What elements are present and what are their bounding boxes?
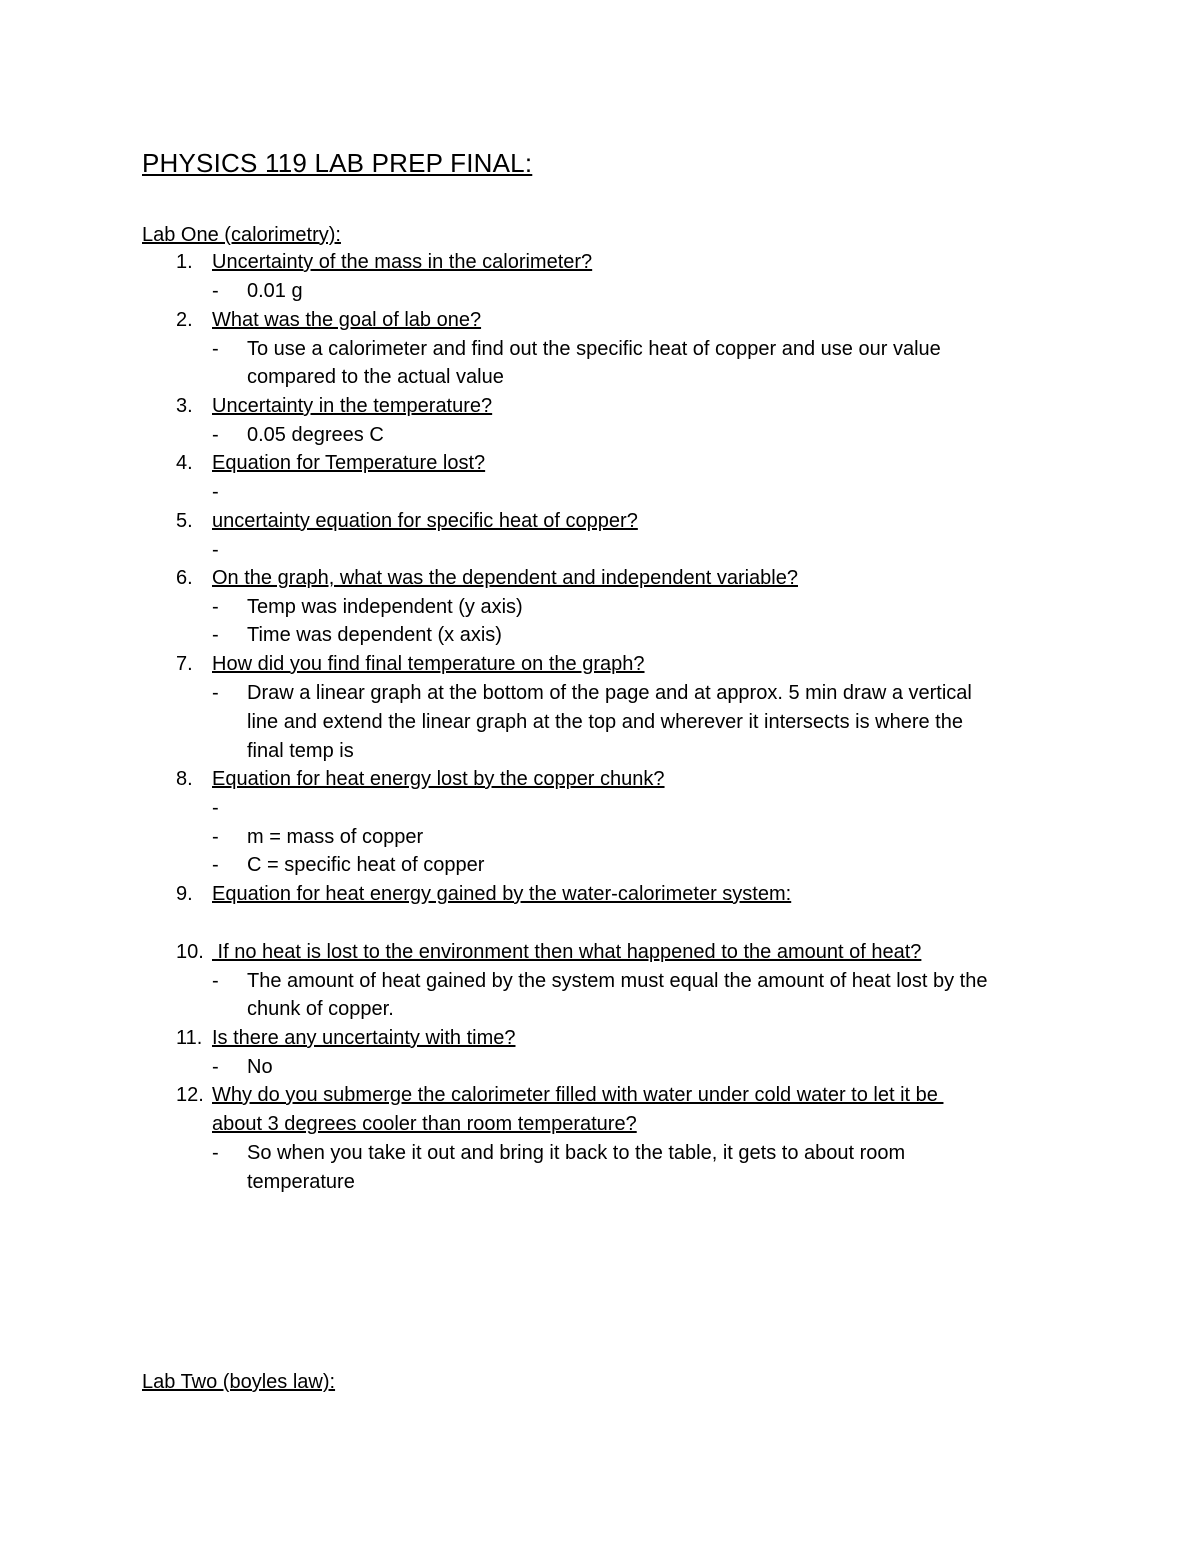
answer-text: 0.05 degrees C xyxy=(247,424,384,446)
dash-bullet: - xyxy=(212,424,219,446)
question-text: Equation for heat energy gained by the water-calorimeter system: xyxy=(212,883,792,905)
question-text: Is there any uncertainty with time? xyxy=(212,1027,516,1049)
item-number: 12. xyxy=(176,1084,204,1106)
answer-text: C = specific heat of copper xyxy=(247,854,485,876)
section-heading-lab-two: Lab Two (boyles law): xyxy=(142,1371,336,1393)
dash-bullet: - xyxy=(212,624,219,646)
answer-text: To use a calorimeter and find out the specific heat of copper and use our value xyxy=(247,338,941,360)
item-number: 10. xyxy=(176,941,204,963)
item-number: 4. xyxy=(176,452,193,474)
dash-bullet: - xyxy=(212,481,219,503)
answer-text: temperature xyxy=(247,1171,355,1193)
dash-bullet: - xyxy=(212,338,219,360)
answer-text: line and extend the linear graph at the top and wherever it intersects is where the xyxy=(247,711,963,733)
dash-bullet: - xyxy=(212,1056,219,1078)
item-number: 11. xyxy=(176,1027,203,1049)
answer-text: chunk of copper. xyxy=(247,998,394,1020)
item-number: 5. xyxy=(176,510,193,532)
item-number: 2. xyxy=(176,309,193,331)
item-number: 9. xyxy=(176,883,193,905)
dash-bullet: - xyxy=(212,539,219,561)
dash-bullet: - xyxy=(212,682,219,704)
page-title: PHYSICS 119 LAB PREP FINAL: xyxy=(142,148,533,178)
answer-text: No xyxy=(247,1056,273,1078)
question-text: Equation for heat energy lost by the copper chunk? xyxy=(212,768,665,790)
question-text: How did you find final temperature on the graph? xyxy=(212,653,645,675)
dash-bullet: - xyxy=(212,596,219,618)
answer-text: Time was dependent (x axis) xyxy=(247,624,502,646)
answer-text: So when you take it out and bring it back to the table, it gets to about room xyxy=(247,1142,906,1164)
dash-bullet: - xyxy=(212,1142,219,1164)
item-number: 1. xyxy=(176,251,193,273)
dash-bullet: - xyxy=(212,280,219,302)
question-text: about 3 degrees cooler than room temperature? xyxy=(212,1113,637,1135)
section-heading-lab-one: Lab One (calorimetry): xyxy=(142,224,341,246)
question-text: What was the goal of lab one? xyxy=(212,309,482,331)
answer-text: Draw a linear graph at the bottom of the page and at approx. 5 min draw a vertical xyxy=(247,682,972,704)
question-text: uncertainty equation for specific heat of copper? xyxy=(212,510,638,532)
question-text: Uncertainty of the mass in the calorimeter? xyxy=(212,251,593,273)
answer-text: compared to the actual value xyxy=(247,366,504,388)
answer-text: The amount of heat gained by the system must equal the amount of heat lost by the xyxy=(247,970,988,992)
answer-text: 0.01 g xyxy=(247,280,303,302)
dash-bullet: - xyxy=(212,797,219,819)
question-text: On the graph, what was the dependent and independent variable? xyxy=(212,567,798,589)
question-text: Uncertainty in the temperature? xyxy=(212,395,493,417)
item-number: 3. xyxy=(176,395,193,417)
question-text: Equation for Temperature lost? xyxy=(212,452,486,474)
answer-text: final temp is xyxy=(247,740,354,762)
dash-bullet: - xyxy=(212,826,219,848)
item-number: 6. xyxy=(176,567,193,589)
question-text: If no heat is lost to the environment then what happened to the amount of heat? xyxy=(212,941,922,963)
question-text: Why do you submerge the calorimeter filled with water under cold water to let it be xyxy=(212,1084,944,1106)
answer-text: Temp was independent (y axis) xyxy=(247,596,523,618)
dash-bullet: - xyxy=(212,854,219,876)
answer-text: m = mass of copper xyxy=(247,826,424,848)
item-number: 7. xyxy=(176,653,193,675)
item-number: 8. xyxy=(176,768,193,790)
dash-bullet: - xyxy=(212,970,219,992)
